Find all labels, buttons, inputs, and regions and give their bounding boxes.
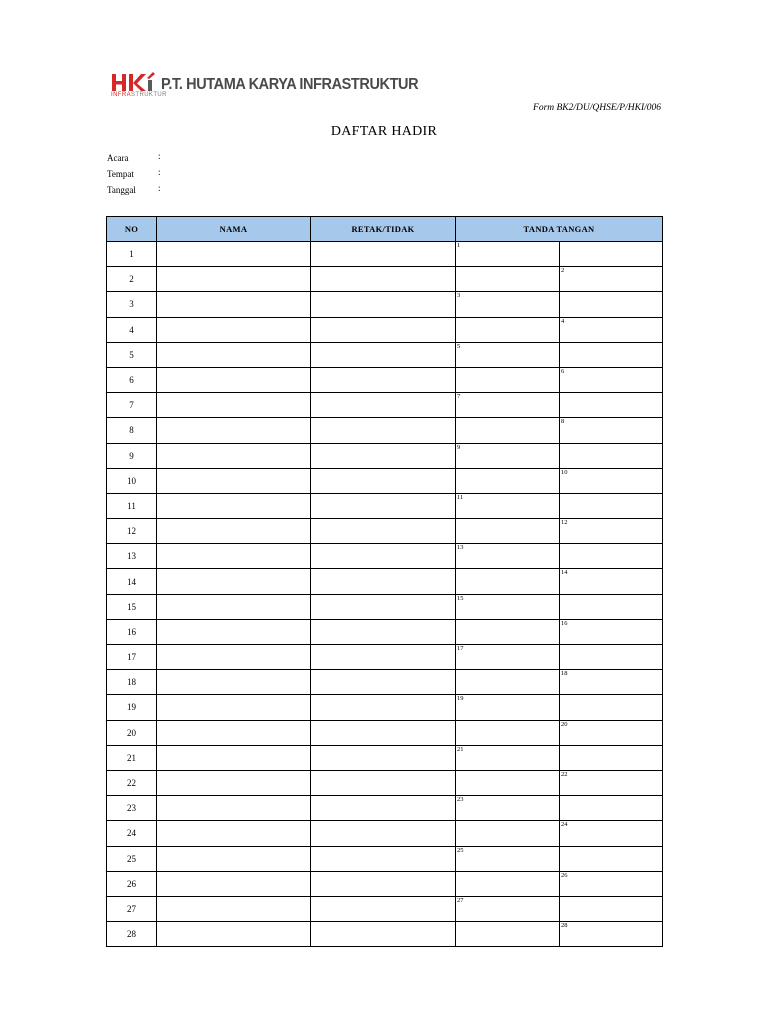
- signature-number: 24: [561, 821, 568, 829]
- signature-cell-left[interactable]: [456, 619, 560, 644]
- signature-cell-right[interactable]: [560, 317, 663, 342]
- signature-cell-right[interactable]: [560, 645, 663, 670]
- signature-cell-right[interactable]: [560, 292, 663, 317]
- retak-tidak-cell[interactable]: [311, 544, 456, 569]
- signature-cell-left[interactable]: [456, 594, 560, 619]
- signature-number: 3: [457, 292, 461, 300]
- row-number: 12: [107, 519, 157, 544]
- retak-tidak-cell[interactable]: [311, 292, 456, 317]
- signature-cell-right[interactable]: [560, 242, 663, 267]
- table-row: [107, 619, 663, 644]
- signature-cell-right[interactable]: [560, 922, 663, 947]
- table-row: [107, 292, 663, 317]
- signature-cell-left[interactable]: [456, 695, 560, 720]
- table-row: [107, 922, 663, 947]
- table-row: [107, 443, 663, 468]
- nama-cell[interactable]: [157, 871, 311, 896]
- hki-logo-icon: [111, 72, 157, 94]
- signature-cell-left[interactable]: [456, 896, 560, 921]
- signature-cell-left[interactable]: [456, 645, 560, 670]
- nama-cell[interactable]: [157, 393, 311, 418]
- nama-cell[interactable]: [157, 821, 311, 846]
- signature-cell-left[interactable]: [456, 342, 560, 367]
- row-number: 9: [107, 443, 157, 468]
- table-row: [107, 242, 663, 267]
- signature-cell-right[interactable]: [560, 619, 663, 644]
- signature-cell-right[interactable]: [560, 519, 663, 544]
- row-number: 21: [107, 745, 157, 770]
- signature-cell-left[interactable]: [456, 922, 560, 947]
- nama-cell[interactable]: [157, 493, 311, 518]
- retak-tidak-cell[interactable]: [311, 594, 456, 619]
- signature-cell-right[interactable]: [560, 745, 663, 770]
- nama-cell[interactable]: [157, 896, 311, 921]
- signature-cell-right[interactable]: [560, 544, 663, 569]
- table-row: [107, 594, 663, 619]
- signature-number: 13: [457, 544, 464, 552]
- table-row: [107, 720, 663, 745]
- field-colon: :: [158, 167, 161, 177]
- table-row: [107, 846, 663, 871]
- signature-number: 12: [561, 519, 568, 527]
- form-code: Form BK2/DU/QHSE/P/HKI/006: [533, 103, 661, 113]
- row-number: 28: [107, 922, 157, 947]
- table-row: [107, 695, 663, 720]
- logo-subtitle: INFRASTRUKTUR: [111, 92, 167, 98]
- row-number: 22: [107, 770, 157, 795]
- row-number: 10: [107, 468, 157, 493]
- signature-cell-right[interactable]: [560, 821, 663, 846]
- retak-tidak-cell[interactable]: [311, 393, 456, 418]
- table-row: [107, 569, 663, 594]
- table-body: [107, 242, 663, 947]
- signature-cell-left[interactable]: [456, 796, 560, 821]
- table-row: [107, 367, 663, 392]
- signature-number: 27: [457, 896, 464, 904]
- retak-tidak-cell[interactable]: [311, 871, 456, 896]
- signature-cell-right[interactable]: [560, 796, 663, 821]
- signature-number: 9: [457, 443, 461, 451]
- signature-cell-left[interactable]: [456, 493, 560, 518]
- signature-cell-left[interactable]: [456, 569, 560, 594]
- nama-cell[interactable]: [157, 292, 311, 317]
- nama-cell[interactable]: [157, 443, 311, 468]
- signature-cell-right[interactable]: [560, 342, 663, 367]
- table-row: [107, 267, 663, 292]
- nama-cell[interactable]: [157, 745, 311, 770]
- retak-tidak-cell[interactable]: [311, 645, 456, 670]
- table-row: [107, 896, 663, 921]
- signature-number: 17: [457, 645, 464, 652]
- row-number: 16: [107, 619, 157, 644]
- signature-cell-left[interactable]: [456, 720, 560, 745]
- signature-number: 2: [561, 267, 565, 275]
- nama-cell[interactable]: [157, 695, 311, 720]
- row-number: 11: [107, 493, 157, 518]
- nama-cell[interactable]: [157, 342, 311, 367]
- table-header-row: [107, 217, 663, 242]
- field-label: Acara: [107, 153, 129, 163]
- signature-cell-right[interactable]: [560, 267, 663, 292]
- signature-cell-right[interactable]: [560, 594, 663, 619]
- table-row: [107, 418, 663, 443]
- signature-cell-right[interactable]: [560, 569, 663, 594]
- signature-cell-left[interactable]: [456, 367, 560, 392]
- signature-number: 4: [561, 317, 565, 325]
- signature-cell-left[interactable]: [456, 544, 560, 569]
- retak-tidak-cell[interactable]: [311, 720, 456, 745]
- retak-tidak-cell[interactable]: [311, 670, 456, 695]
- nama-cell[interactable]: [157, 846, 311, 871]
- signature-cell-right[interactable]: [560, 443, 663, 468]
- row-number: 20: [107, 720, 157, 745]
- signature-cell-right[interactable]: [560, 493, 663, 518]
- table-row: [107, 745, 663, 770]
- signature-number: 15: [457, 594, 464, 602]
- company-logo: [111, 72, 419, 102]
- table-row: [107, 821, 663, 846]
- row-number: 24: [107, 821, 157, 846]
- table-row: [107, 796, 663, 821]
- signature-number: 8: [561, 418, 565, 426]
- table-row: [107, 393, 663, 418]
- row-number: 19: [107, 695, 157, 720]
- row-number: 27: [107, 896, 157, 921]
- nama-cell[interactable]: [157, 720, 311, 745]
- retak-tidak-cell[interactable]: [311, 796, 456, 821]
- company-name: P.T. HUTAMA KARYA INFRASTRUKTUR: [161, 76, 419, 94]
- signature-cell-right[interactable]: [560, 846, 663, 871]
- signature-cell-left[interactable]: [456, 292, 560, 317]
- signature-cell-left[interactable]: [456, 468, 560, 493]
- nama-cell[interactable]: [157, 619, 311, 644]
- attendance-table: [106, 216, 663, 947]
- retak-tidak-cell[interactable]: [311, 745, 456, 770]
- row-number: 13: [107, 544, 157, 569]
- row-number: 3: [107, 292, 157, 317]
- row-number: 23: [107, 796, 157, 821]
- nama-cell[interactable]: [157, 519, 311, 544]
- signature-cell-left[interactable]: [456, 745, 560, 770]
- nama-cell[interactable]: [157, 922, 311, 947]
- retak-tidak-cell[interactable]: [311, 519, 456, 544]
- column-header-no: NO: [107, 217, 157, 242]
- retak-tidak-cell[interactable]: [311, 242, 456, 267]
- column-header-tanda-tangan: TANDA TANGAN: [456, 217, 663, 242]
- signature-number: 26: [561, 871, 568, 879]
- nama-cell[interactable]: [157, 242, 311, 267]
- table-row: [107, 493, 663, 518]
- signature-number: 1: [457, 242, 461, 249]
- field-label: Tempat: [107, 169, 134, 179]
- row-number: 6: [107, 367, 157, 392]
- retak-tidak-cell[interactable]: [311, 317, 456, 342]
- signature-number: 28: [561, 922, 568, 930]
- signature-number: 19: [457, 695, 464, 703]
- retak-tidak-cell[interactable]: [311, 821, 456, 846]
- signature-number: 6: [561, 367, 565, 375]
- signature-number: 20: [561, 720, 568, 728]
- row-number: 25: [107, 846, 157, 871]
- retak-tidak-cell[interactable]: [311, 443, 456, 468]
- row-number: 5: [107, 342, 157, 367]
- retak-tidak-cell[interactable]: [311, 468, 456, 493]
- signature-number: 25: [457, 846, 464, 854]
- signature-number: 21: [457, 745, 464, 753]
- retak-tidak-cell[interactable]: [311, 695, 456, 720]
- document-title: DAFTAR HADIR: [330, 124, 438, 139]
- nama-cell[interactable]: [157, 569, 311, 594]
- signature-cell-left[interactable]: [456, 443, 560, 468]
- signature-cell-right[interactable]: [560, 670, 663, 695]
- nama-cell[interactable]: [157, 468, 311, 493]
- nama-cell[interactable]: [157, 367, 311, 392]
- row-number: 26: [107, 871, 157, 896]
- signature-cell-left[interactable]: [456, 846, 560, 871]
- signature-cell-right[interactable]: [560, 896, 663, 921]
- nama-cell[interactable]: [157, 267, 311, 292]
- nama-cell[interactable]: [157, 317, 311, 342]
- table-row: [107, 317, 663, 342]
- signature-cell-left[interactable]: [456, 393, 560, 418]
- signature-cell-left[interactable]: [456, 871, 560, 896]
- signature-cell-right[interactable]: [560, 770, 663, 795]
- table-row: [107, 770, 663, 795]
- signature-cell-right[interactable]: [560, 695, 663, 720]
- retak-tidak-cell[interactable]: [311, 922, 456, 947]
- signature-cell-left[interactable]: [456, 770, 560, 795]
- retak-tidak-cell[interactable]: [311, 896, 456, 921]
- signature-cell-left[interactable]: [456, 519, 560, 544]
- retak-tidak-cell[interactable]: [311, 569, 456, 594]
- signature-cell-right[interactable]: [560, 871, 663, 896]
- field-colon: :: [158, 151, 161, 161]
- column-header-nama: NAMA: [157, 217, 311, 242]
- signature-cell-right[interactable]: [560, 418, 663, 443]
- retak-tidak-cell[interactable]: [311, 367, 456, 392]
- row-number: 1: [107, 242, 157, 267]
- retak-tidak-cell[interactable]: [311, 770, 456, 795]
- retak-tidak-cell[interactable]: [311, 619, 456, 644]
- column-header-retak: RETAK/TIDAK: [311, 217, 456, 242]
- row-number: 17: [107, 645, 157, 670]
- signature-number: 7: [457, 393, 461, 401]
- nama-cell[interactable]: [157, 796, 311, 821]
- row-number: 7: [107, 393, 157, 418]
- signature-number: 16: [561, 619, 568, 627]
- table-row: [107, 670, 663, 695]
- row-number: 14: [107, 569, 157, 594]
- signature-cell-right[interactable]: [560, 393, 663, 418]
- signature-cell-right[interactable]: [560, 468, 663, 493]
- field-colon: :: [158, 183, 161, 193]
- table-row: [107, 645, 663, 670]
- row-number: 8: [107, 418, 157, 443]
- signature-cell-left[interactable]: [456, 670, 560, 695]
- signature-number: 22: [561, 770, 568, 778]
- signature-number: 10: [561, 468, 568, 476]
- nama-cell[interactable]: [157, 418, 311, 443]
- signature-number: 11: [457, 493, 464, 501]
- signature-number: 18: [561, 670, 568, 678]
- row-number: 18: [107, 670, 157, 695]
- signature-cell-left[interactable]: [456, 418, 560, 443]
- nama-cell[interactable]: [157, 544, 311, 569]
- signature-number: 5: [457, 342, 461, 350]
- nama-cell[interactable]: [157, 594, 311, 619]
- retak-tidak-cell[interactable]: [311, 493, 456, 518]
- row-number: 15: [107, 594, 157, 619]
- table-row: [107, 871, 663, 896]
- signature-cell-right[interactable]: [560, 367, 663, 392]
- retak-tidak-cell[interactable]: [311, 418, 456, 443]
- row-number: 2: [107, 267, 157, 292]
- signature-cell-left[interactable]: [456, 242, 560, 267]
- table-row: [107, 544, 663, 569]
- signature-cell-left[interactable]: [456, 267, 560, 292]
- row-number: 4: [107, 317, 157, 342]
- table-row: [107, 342, 663, 367]
- table-row: [107, 468, 663, 493]
- signature-cell-left[interactable]: [456, 821, 560, 846]
- retak-tidak-cell[interactable]: [311, 342, 456, 367]
- table-row: [107, 519, 663, 544]
- field-label: Tanggal: [107, 185, 136, 195]
- nama-cell[interactable]: [157, 670, 311, 695]
- nama-cell[interactable]: [157, 645, 311, 670]
- signature-cell-right[interactable]: [560, 720, 663, 745]
- retak-tidak-cell[interactable]: [311, 267, 456, 292]
- signature-cell-left[interactable]: [456, 317, 560, 342]
- nama-cell[interactable]: [157, 770, 311, 795]
- signature-number: 23: [457, 796, 464, 804]
- retak-tidak-cell[interactable]: [311, 846, 456, 871]
- signature-number: 14: [561, 569, 568, 577]
